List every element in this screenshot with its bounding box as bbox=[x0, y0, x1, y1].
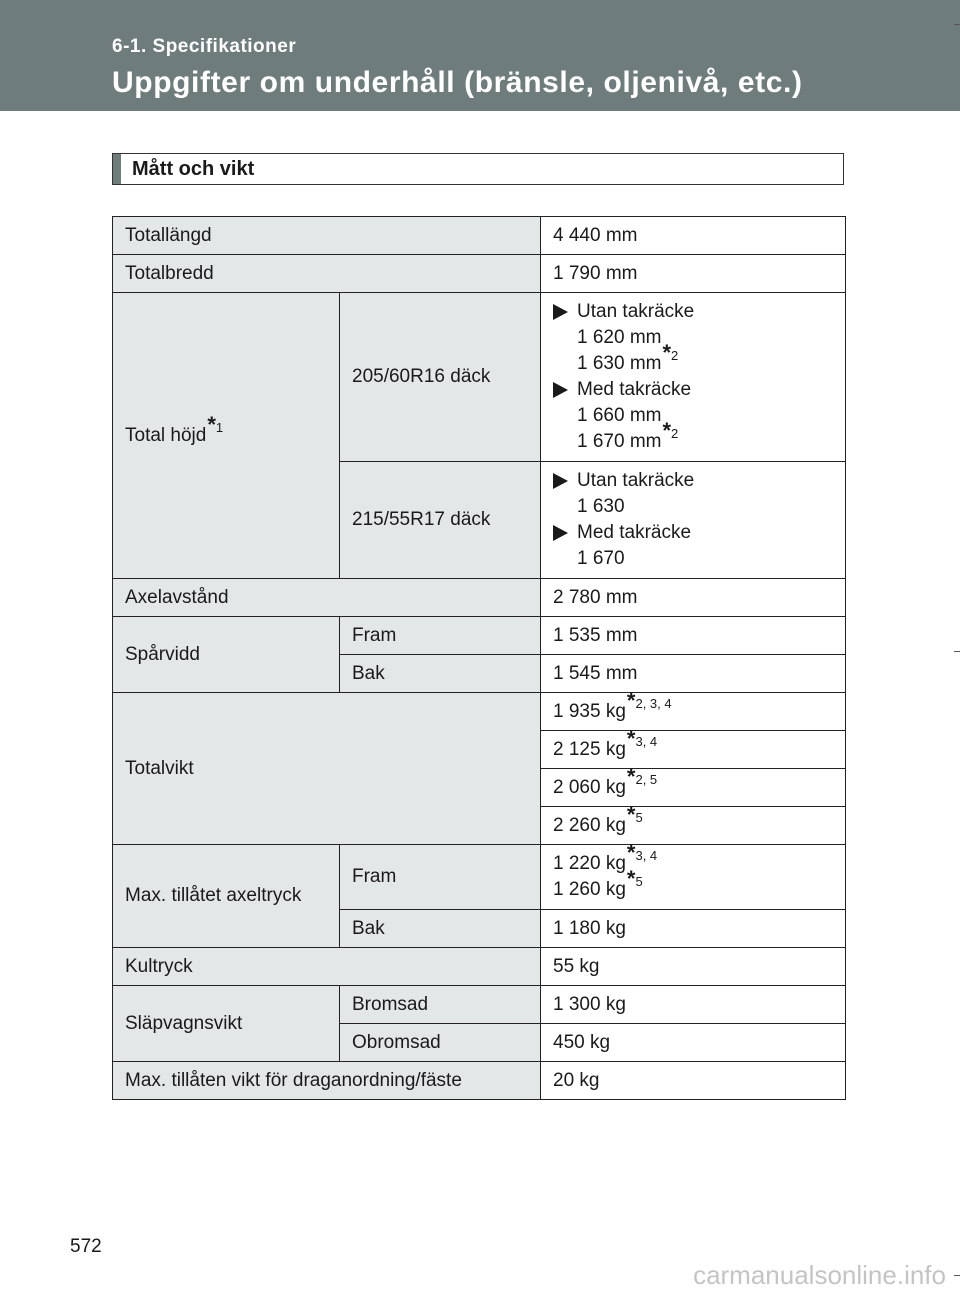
value-line bbox=[553, 866, 833, 903]
value-cell bbox=[541, 462, 846, 579]
subheading-accent-bar bbox=[113, 154, 121, 184]
value-cell bbox=[541, 687, 846, 731]
sub-label-cell: Obromsad bbox=[340, 1024, 541, 1062]
option-value: 1 670 bbox=[577, 548, 625, 569]
asterisk-icon: * bbox=[626, 866, 636, 891]
footnote-ref: 1 bbox=[215, 419, 224, 435]
table-row bbox=[113, 1062, 846, 1100]
option-value: 1 630 bbox=[577, 496, 625, 517]
value-cell: 20 kg bbox=[541, 1062, 846, 1100]
sub-label-cell: Fram bbox=[340, 845, 541, 910]
value-cell: 1 545 mm bbox=[541, 655, 846, 693]
value-cell: 1 300 kg bbox=[541, 986, 846, 1024]
label-cell: Kultryck bbox=[113, 948, 541, 986]
label-cell: Totalvikt bbox=[113, 693, 541, 845]
value-text: 2 125 kg bbox=[553, 738, 626, 760]
asterisk-icon: * bbox=[207, 411, 216, 437]
option-label: Med takräcke bbox=[577, 379, 692, 400]
section-label: 6-1. Specifikationer bbox=[112, 36, 297, 57]
page-number: 572 bbox=[70, 1236, 102, 1257]
value-cell: 2 780 mm bbox=[541, 579, 846, 617]
label-cell: Axelavstånd bbox=[113, 579, 541, 617]
table-row bbox=[113, 948, 846, 986]
value-text: 1 935 kg bbox=[553, 700, 626, 722]
table-row bbox=[113, 845, 846, 910]
option-value bbox=[553, 340, 833, 377]
value-cell: 1 790 mm bbox=[541, 255, 846, 293]
tire-size-cell: 205/60R16 däck bbox=[340, 293, 541, 462]
table-row bbox=[113, 255, 846, 293]
value-cell: 1 535 mm bbox=[541, 617, 846, 655]
watermark: carmanualsonline.info bbox=[693, 1260, 946, 1290]
label-cell: Totallängd bbox=[113, 217, 541, 255]
crop-mark bbox=[954, 1275, 960, 1276]
option-item bbox=[553, 520, 833, 546]
crop-mark bbox=[954, 24, 960, 25]
label-cell: Släpvagnsvikt bbox=[113, 986, 340, 1062]
asterisk-icon: * bbox=[626, 763, 636, 789]
page-title: Uppgifter om underhåll (bränsle, oljenivå, etc.) bbox=[112, 66, 803, 99]
asterisk-icon: * bbox=[626, 725, 636, 751]
footnote-ref: 3, 4 bbox=[635, 848, 658, 863]
option-label: Utan takräcke bbox=[577, 470, 695, 491]
label-cell: Max. tillåtet axeltryck bbox=[113, 845, 340, 948]
asterisk-icon: * bbox=[662, 340, 672, 365]
value-cell bbox=[541, 840, 846, 910]
footnote-ref: 2, 3, 4 bbox=[635, 695, 672, 711]
value-text: 1 260 kg bbox=[553, 879, 626, 900]
footnote-ref: 2 bbox=[671, 426, 679, 441]
value-cell: 4 440 mm bbox=[541, 217, 846, 255]
option-label: Med takräcke bbox=[577, 522, 692, 543]
table-row bbox=[113, 293, 846, 462]
label-cell bbox=[113, 293, 340, 579]
value-cell bbox=[541, 763, 846, 807]
asterisk-icon: * bbox=[662, 418, 672, 443]
option-value-text: 1 630 mm bbox=[577, 353, 662, 374]
crop-mark bbox=[954, 651, 960, 652]
triangle-bullet-icon bbox=[553, 382, 568, 398]
asterisk-icon: * bbox=[626, 840, 636, 865]
value-cell: 1 180 kg bbox=[541, 910, 846, 948]
triangle-bullet-icon bbox=[553, 304, 568, 320]
value-text: 2 260 kg bbox=[553, 814, 626, 836]
table-row bbox=[113, 986, 846, 1024]
option-label: Utan takräcke bbox=[577, 301, 695, 322]
value-cell: 450 kg bbox=[541, 1024, 846, 1062]
subheading-box bbox=[112, 153, 844, 185]
subheading-text: Mått och vikt bbox=[132, 158, 255, 180]
value-text: 2 060 kg bbox=[553, 776, 626, 798]
option-item bbox=[553, 299, 833, 325]
value-text: 1 220 kg bbox=[553, 853, 626, 874]
table-row bbox=[113, 693, 846, 731]
sub-label-cell: Bak bbox=[340, 910, 541, 948]
footnote-ref: 2 bbox=[671, 348, 679, 363]
value-line bbox=[553, 840, 833, 877]
footnote-ref: 5 bbox=[635, 809, 643, 825]
total-height-label: Total höjd bbox=[125, 424, 207, 446]
option-item bbox=[553, 377, 833, 403]
value-cell bbox=[541, 801, 846, 845]
table-row bbox=[113, 579, 846, 617]
label-cell: Max. tillåten vikt för draganordning/fäste bbox=[113, 1062, 541, 1100]
triangle-bullet-icon bbox=[553, 525, 568, 541]
option-value bbox=[553, 418, 833, 455]
tire-size-cell: 215/55R17 däck bbox=[340, 462, 541, 579]
sub-label-cell: Bromsad bbox=[340, 986, 541, 1024]
value-cell bbox=[541, 725, 846, 769]
triangle-bullet-icon bbox=[553, 473, 568, 489]
value-cell bbox=[541, 293, 846, 462]
value-cell: 55 kg bbox=[541, 948, 846, 986]
table-row bbox=[113, 217, 846, 255]
label-cell: Spårvidd bbox=[113, 617, 340, 693]
sub-label-cell: Bak bbox=[340, 655, 541, 693]
footnote-ref: 5 bbox=[635, 874, 643, 889]
page-header bbox=[0, 0, 960, 111]
option-item bbox=[553, 468, 833, 494]
asterisk-icon: * bbox=[626, 801, 636, 827]
asterisk-icon: * bbox=[626, 687, 636, 713]
footnote-ref: 3, 4 bbox=[635, 733, 658, 749]
option-value-text: 1 670 mm bbox=[577, 431, 662, 452]
footnote-ref: 2, 5 bbox=[635, 771, 658, 787]
option-value: 1 660 mm bbox=[577, 405, 662, 426]
label-cell: Totalbredd bbox=[113, 255, 541, 293]
sub-label-cell: Fram bbox=[340, 617, 541, 655]
table-row bbox=[113, 617, 846, 655]
spec-table bbox=[112, 216, 846, 1100]
option-value: 1 620 mm bbox=[577, 327, 662, 348]
